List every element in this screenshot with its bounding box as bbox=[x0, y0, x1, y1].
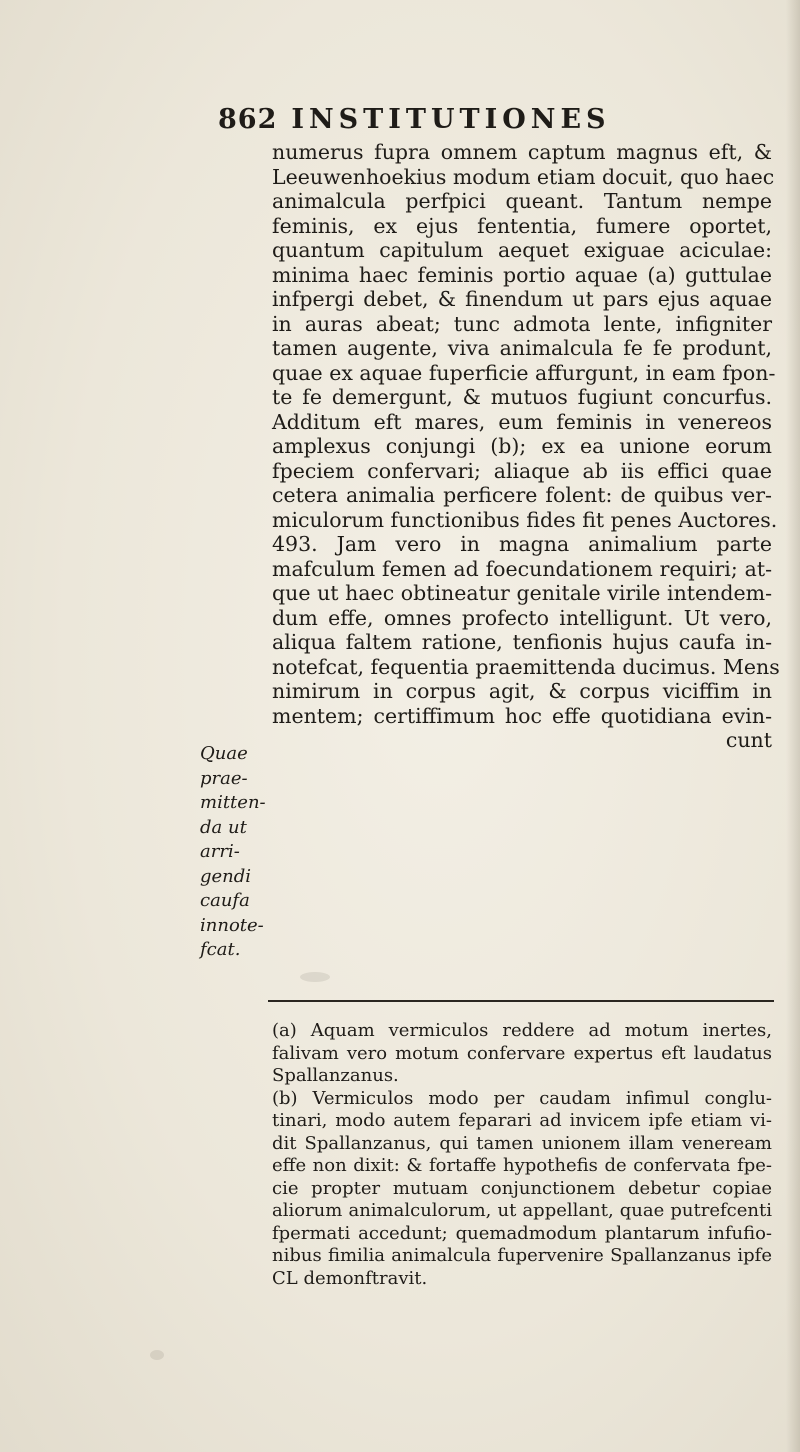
text-line: 493. Jam vero in magna animalium parte bbox=[272, 532, 772, 556]
text-line: numerus fupra omnem captum magnus eft, & bbox=[272, 140, 772, 164]
footnote-line: aliorum animalculorum, ut appellant, quae putrefcenti bbox=[272, 1200, 772, 1221]
text-line: in auras abeat; tunc admota lente, infigniter bbox=[272, 311, 772, 336]
ink-spot bbox=[300, 972, 330, 982]
text-line: feminis, ex ejus fententia, fumere oportet, bbox=[272, 213, 772, 238]
page-edge-shadow bbox=[786, 0, 800, 1452]
text-line: cetera animalia perficere folent: de quibus ver- bbox=[272, 483, 772, 507]
running-title: INSTITUTIONES bbox=[291, 104, 611, 135]
text-line: tamen augente, viva animalcula fe fe produnt, bbox=[272, 336, 772, 360]
text-line: aliqua faltem ratione, tenfionis hujus caufa in- bbox=[272, 630, 772, 654]
footnote-line: falivam vero motum confervare expertus eft laudatus bbox=[272, 1042, 772, 1064]
margin-note-line: caufa bbox=[200, 890, 250, 911]
footnote-line: effe non dixit: & fortaffe hypothefis de confervata fpe- bbox=[272, 1155, 772, 1176]
text-line: amplexus conjungi (b); ex ea unione eorum bbox=[272, 434, 772, 458]
text-line: animalcula perfpici queant. Tantum nempe bbox=[272, 189, 772, 213]
text-line: minima haec feminis portio aquae (a) guttulae bbox=[272, 262, 772, 287]
text-line: te fe demergunt, & mutuos fugiunt concurfus. bbox=[272, 385, 772, 409]
text-line: nimirum in corpus agit, & corpus viciffim in bbox=[272, 679, 772, 703]
margin-note-line: innote- bbox=[200, 914, 264, 936]
ink-spot bbox=[150, 1350, 164, 1360]
footnote-line: cie propter mutuam conjunctionem debetur copiae bbox=[272, 1177, 772, 1199]
footnote-line: (a) Aquam vermiculos reddere ad motum inertes, bbox=[272, 1020, 772, 1041]
margin-note-line: fcat. bbox=[200, 939, 241, 960]
margin-note-line: Quae bbox=[200, 743, 248, 764]
footnote-line: nibus fimilia animalcula fupervenire Spallanzanus ipfe bbox=[272, 1245, 772, 1266]
catchword: cunt bbox=[725, 728, 772, 752]
footnote-line: (b) Vermiculos modo per caudam infimul conglu- bbox=[272, 1087, 772, 1109]
footnote-line: CL demonftravit. bbox=[272, 1267, 428, 1289]
main-text-block bbox=[272, 140, 780, 753]
text-line: dum effe, omnes profecto intelligunt. Ut vero, bbox=[272, 605, 772, 630]
text-line: quae ex aquae fuperficie affurgunt, in eam fpon- bbox=[272, 360, 776, 385]
text-line: Leeuwenhoekius modum etiam docuit, quo haec bbox=[272, 164, 775, 189]
page-number: 862 bbox=[218, 104, 278, 135]
margin-note-line: arri- bbox=[200, 841, 240, 862]
text-line: infpergi debet, & finendum ut pars ejus aquae bbox=[272, 287, 772, 311]
text-line: mafculum femen ad foecundationem requiri; at- bbox=[272, 556, 772, 581]
footnotes-block bbox=[272, 1020, 772, 1290]
text-line: fpeciem confervari; aliaque ab iis effici quae bbox=[272, 458, 772, 483]
margin-note-line: gendi bbox=[200, 865, 252, 887]
footnote-line: fpermati accedunt; quemadmodum plantarum infufio- bbox=[272, 1222, 772, 1244]
footnote-separator-rule bbox=[268, 1000, 774, 1002]
text-line: notefcat, fequentia praemittenda ducimus. Mens bbox=[272, 654, 780, 679]
text-line: Additum eft mares, eum feminis in venereos bbox=[272, 409, 772, 434]
margin-note-line: da ut bbox=[200, 816, 247, 838]
footnote-line: dit Spallanzanus, qui tamen unionem illam veneream bbox=[272, 1132, 772, 1154]
text-line: mentem; certiffimum hoc effe quotidiana evin- bbox=[272, 703, 772, 728]
margin-note bbox=[200, 742, 266, 963]
text-line: miculorum functionibus fides fit penes Auctores. bbox=[272, 507, 778, 532]
text-line: quantum capitulum aequet exiguae aciculae: bbox=[272, 238, 772, 262]
running-head bbox=[218, 104, 611, 135]
margin-note-line: mitten- bbox=[200, 792, 266, 813]
margin-note-line: prae- bbox=[200, 767, 248, 789]
footnote-line: Spallanzanus. bbox=[272, 1065, 399, 1086]
footnote-line: tinari, modo autem feparari ad invicem ipfe etiam vi- bbox=[272, 1110, 772, 1131]
text-line: que ut haec obtineatur genitale virile intendem- bbox=[272, 581, 772, 605]
